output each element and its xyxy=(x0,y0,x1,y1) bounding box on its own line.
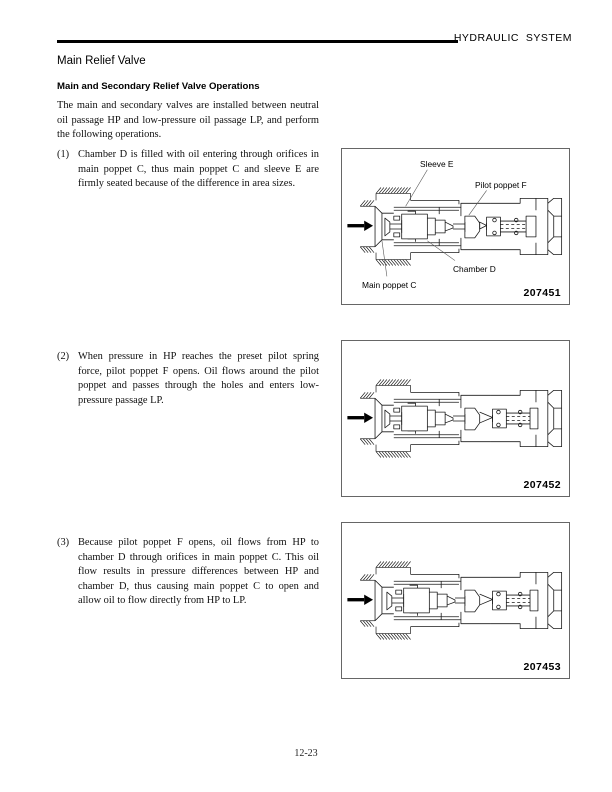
figure-number: 207453 xyxy=(523,661,561,673)
intro-paragraph: The main and secondary valves are installed between neutral oil passage HP and low-pressure oil passage LP, and perform the following operations. xyxy=(57,100,319,141)
callout-main-poppet-c: Main poppet C xyxy=(362,280,417,290)
figure-number: 207452 xyxy=(523,479,561,491)
header-rule xyxy=(57,40,458,43)
page-footer: 12-23 xyxy=(294,748,318,759)
callout-chamber-d: Chamber D xyxy=(453,264,496,274)
numbered-paragraph-1 xyxy=(57,148,319,192)
valve-cross-section-diagram-3 xyxy=(342,523,569,678)
numbered-paragraph-2 xyxy=(57,350,319,408)
list-number-1: (1) xyxy=(57,149,70,160)
list-text-1: Chamber D is filled with oil entering through orifices in main poppet C, thus main poppet C and sleeve E are firmly seated because of the difference in area sizes. xyxy=(78,149,319,190)
list-number-3: (3) xyxy=(57,537,70,548)
callout-sleeve-e: Sleeve E xyxy=(420,159,454,169)
page-header xyxy=(40,30,572,54)
numbered-paragraph-3 xyxy=(57,536,319,609)
figure-relief-valve-main-open xyxy=(341,522,570,679)
valve-cross-section-diagram-2 xyxy=(342,341,569,496)
header-title: HYDRAULIC SYSTEM xyxy=(453,32,572,44)
figure-relief-valve-pilot-open xyxy=(341,340,570,497)
callout-pilot-poppet-f: Pilot poppet F xyxy=(475,180,527,190)
list-text-3: Because pilot poppet F opens, oil flows from HP to chamber D through orifices in main poppet C. This oil flow results in pressure differences between HP and chamber D, thus causing main poppet C to open and allow oil to flow directly from HP to LP. xyxy=(78,537,319,607)
list-number-2: (2) xyxy=(57,351,70,362)
figure-number: 207451 xyxy=(523,287,561,299)
list-text-2: When pressure in HP reaches the preset pilot spring force, pilot poppet F opens. Oil flows around the pilot poppet and passes through the holes and enters low-pressure passage LP. xyxy=(78,351,319,406)
figure-relief-valve-closed xyxy=(341,148,570,305)
section-subtitle: Main and Secondary Relief Valve Operations xyxy=(57,81,260,92)
page-title: Main Relief Valve xyxy=(57,55,146,67)
